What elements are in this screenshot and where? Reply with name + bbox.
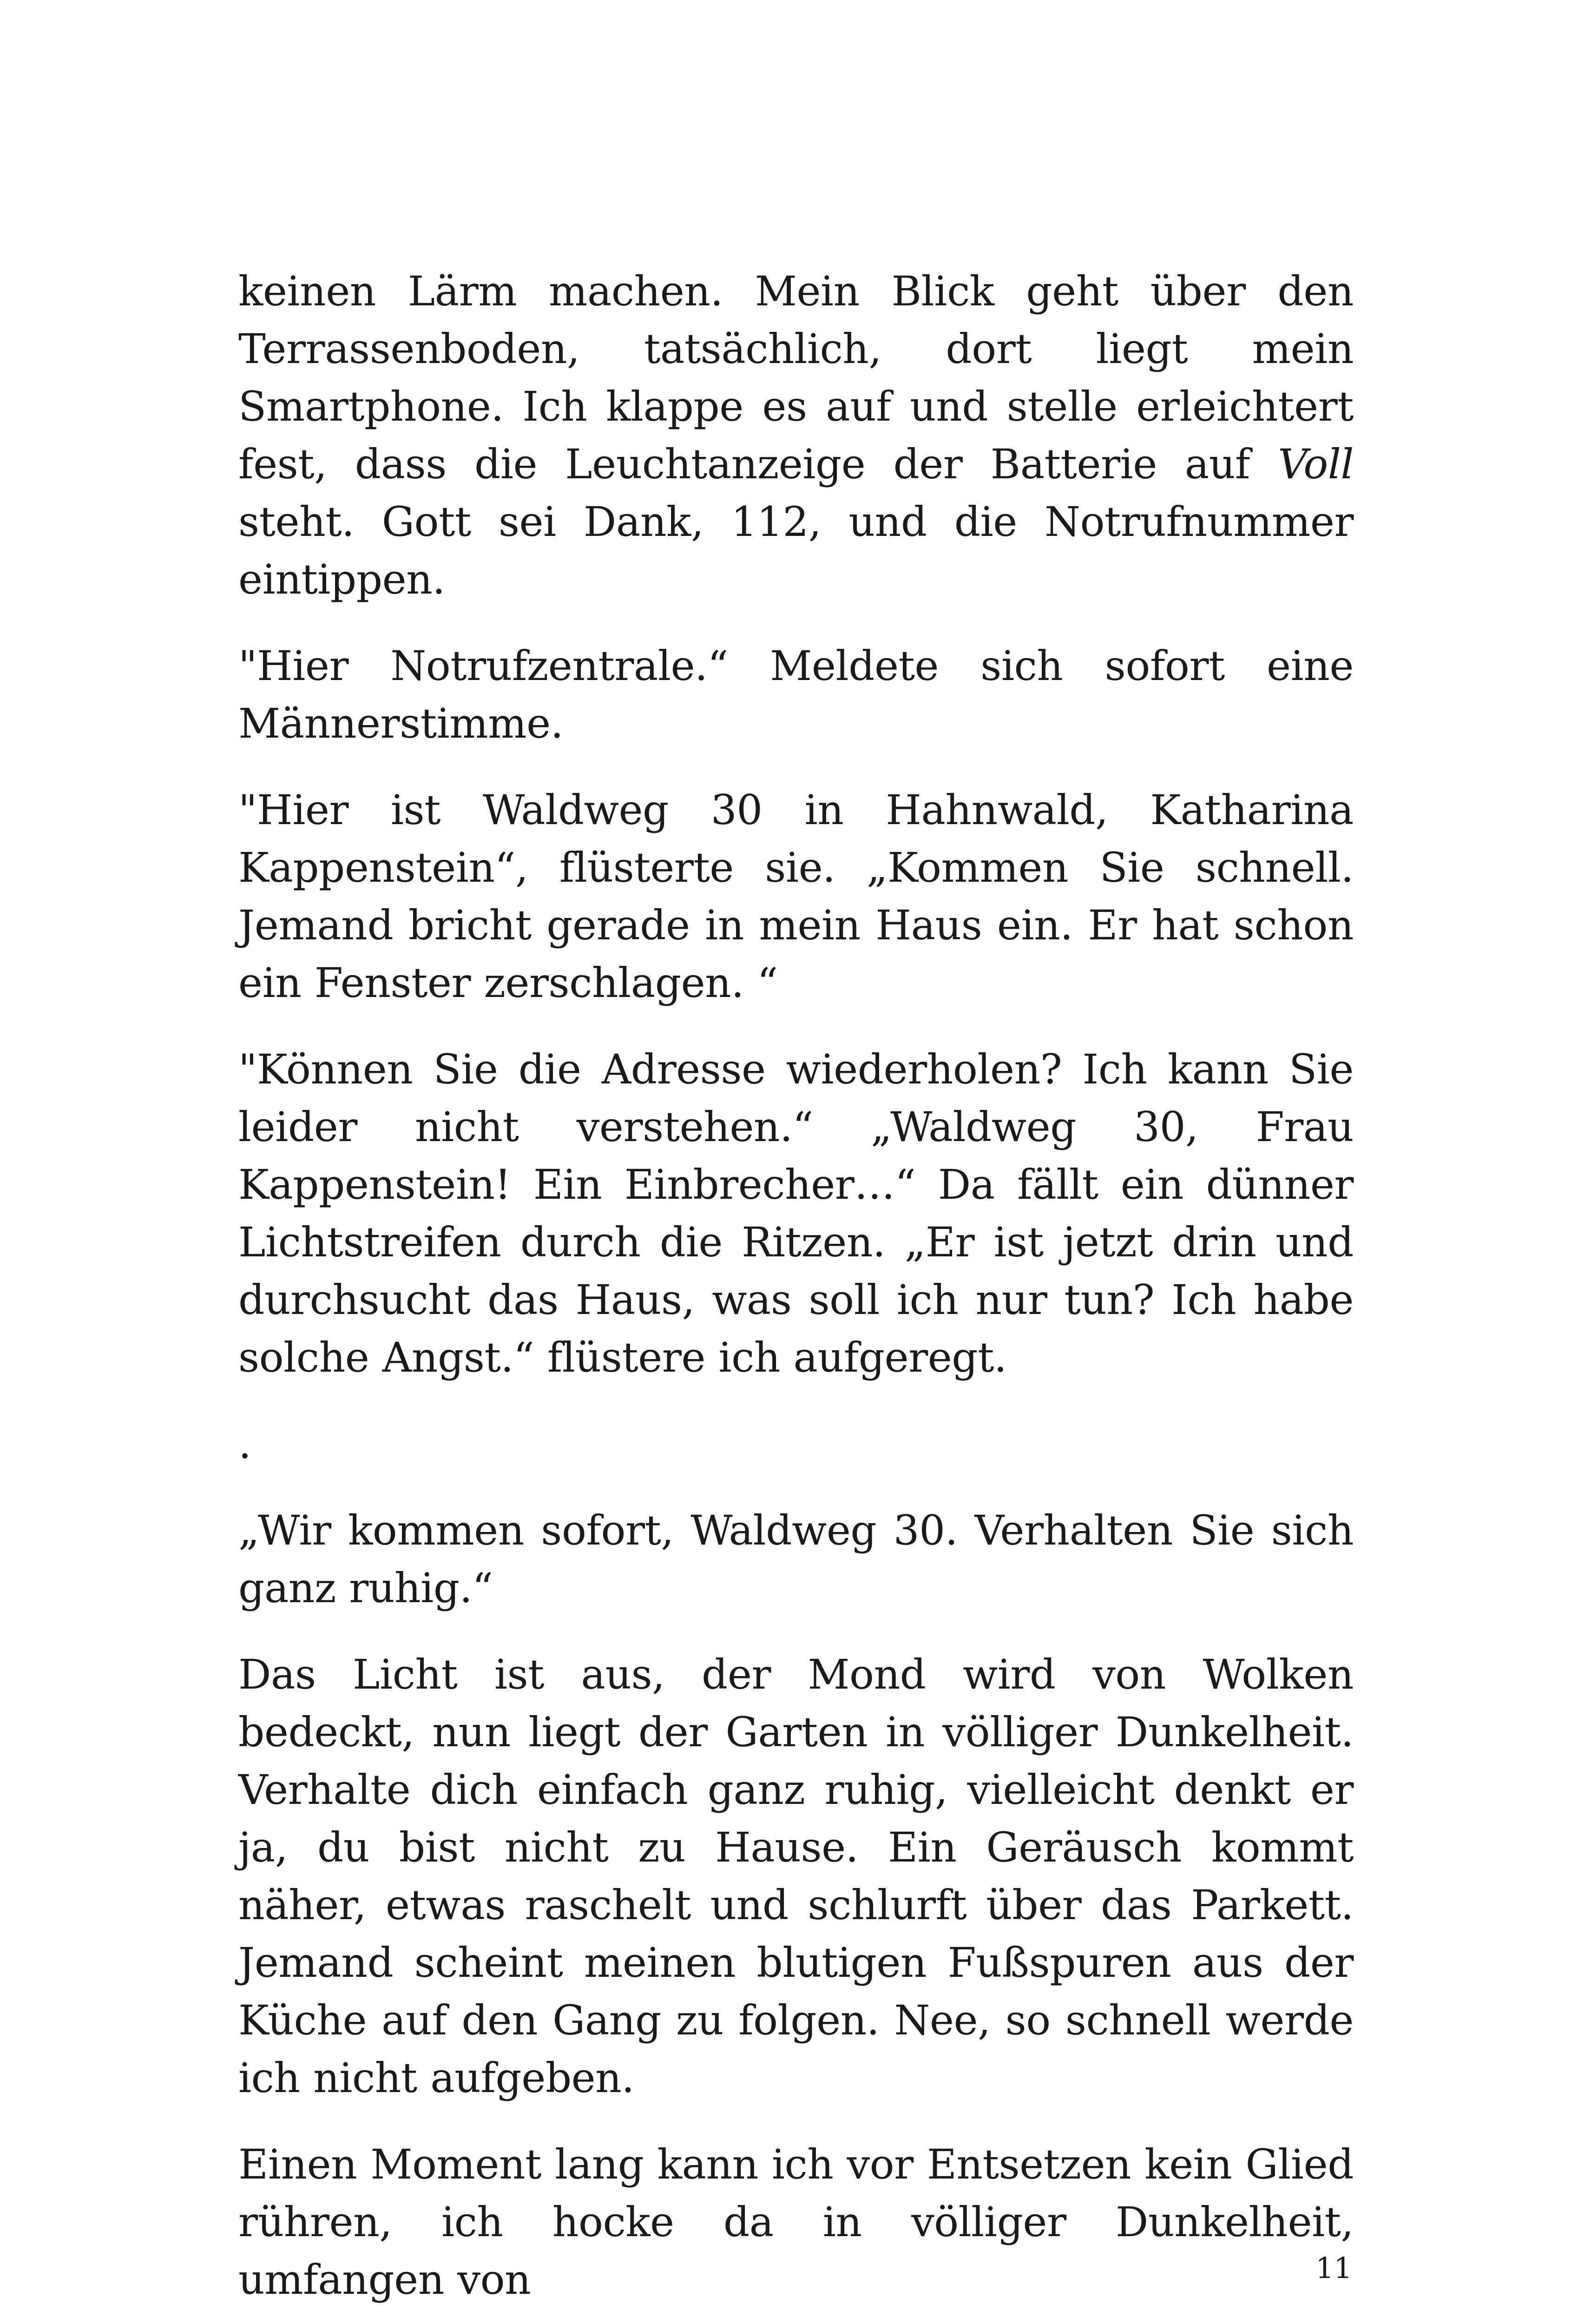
page-number: 11 — [1315, 2251, 1352, 2285]
paragraph-7: Einen Moment lang kann ich vor Entsetzen kein Glied rühren, ich hocke da in völliger Dunkelheit, umfangen von — [238, 2140, 1354, 2304]
paragraph-4: "Können Sie die Adresse wiederholen? Ich kann Sie leider nicht verstehen.“ „Waldweg 30, Frau Kappenstein! Ein Einbrecher…“ Da fällt ein dünner Lichtstreifen durch die Ritzen. „Er ist jetzt drin und durchsucht das Haus, was soll ich nur tun? Ich habe solche Angst.“ flüstere ich aufgeregt. — [238, 1045, 1354, 1381]
paragraph-2: "Hier Notrufzentrale.“ Meldete sich sofort eine Männerstimme. — [238, 642, 1354, 747]
body-text — [238, 263, 1354, 2309]
paragraph-5: „Wir kommen sofort, Waldweg 30. Verhalten Sie sich ganz ruhig.“ — [238, 1506, 1354, 1612]
paragraph-dot: . — [238, 1420, 251, 1468]
paragraph-3: "Hier ist Waldweg 30 in Hahnwald, Katharina Kappenstein“, flüsterte sie. „Kommen Sie schnell. Jemand bricht gerade in mein Haus ein. Er hat schon ein Fenster zerschlagen. “ — [238, 786, 1354, 1007]
paragraph-1: keinen Lärm machen. Mein Blick geht über den Terrassenboden, tatsächlich, dort liegt mein Smartphone. Ich klappe es auf und stelle erleichtert fest, dass die Leuchtanzeige der Batterie auf Voll steht. Gott sei Dank, 112, und die Notrufnummer eintippen. — [238, 267, 1354, 603]
emphasis-text: Voll — [1278, 440, 1354, 488]
paragraph-6: Das Licht ist aus, der Mond wird von Wolken bedeckt, nun liegt der Garten in völliger Dunkelheit. Verhalte dich einfach ganz ruhig, vielleicht denkt er ja, du bist nicht zu Hause. Ein Geräusch kommt näher, etwas raschelt und schlurft über das Parkett. Jemand scheint meinen blutigen Fußspuren aus der Küche auf den Gang zu folgen. Nee, so schnell werde ich nicht aufgeben. — [238, 1651, 1354, 2102]
